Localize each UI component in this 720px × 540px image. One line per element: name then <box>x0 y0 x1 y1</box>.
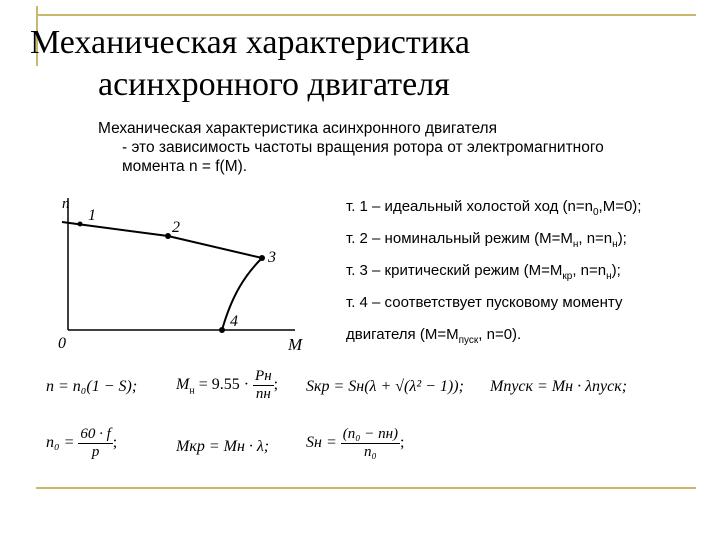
point-3-label: 3 <box>268 249 276 266</box>
slide-title <box>30 22 690 106</box>
bottom-decor-line <box>36 487 696 489</box>
point-2 <box>165 233 171 239</box>
note-point-2: т. 2 – номинальный режим ($M=M_н$, $n=n_н$); <box>346 230 627 250</box>
formula-rated-slip: Sн = $\frac{\text{(n₀ − nн)}}{\text{n₀}}$ ; <box>306 426 405 460</box>
note-point-1: т. 1 – идеальный холостой ход $(n=n_0,M=0)$; <box>346 198 642 218</box>
formula-rated-torque: $M_н = 9.55$ · $\frac{Pн}{nн}$ ; <box>176 368 279 402</box>
definition-rest: - это зависимость частоты вращения ротора от электромагнитного момента n = f(M). <box>122 139 604 175</box>
note-point-4-cont: двигателя ($M=M_{пуск}$, n=0). <box>346 326 522 346</box>
y-axis-label: n <box>62 196 70 212</box>
formulas-block <box>0 364 720 484</box>
top-decor-line <box>36 14 696 16</box>
formula-slip-speed: n = n₀(1 − S); <box>46 378 138 395</box>
definition-text <box>98 119 618 176</box>
x-axis-label: M <box>288 335 303 354</box>
points-notes <box>346 198 716 358</box>
characteristic-graph <box>50 190 320 360</box>
formula-critical-slip: Sкр = Sн(λ + √(λ² − 1)); <box>306 378 464 395</box>
origin-label: 0 <box>58 335 66 352</box>
title-line-1: Механическая характеристика <box>30 24 471 61</box>
formula-sync-speed: n₀ = $\frac{60 \cdot f}{p}$ ; <box>46 426 118 460</box>
formula-critical-torque: Mкр = Mн · λ; <box>176 438 270 455</box>
note-point-4: т. 4 – соответствует пусковому моменту <box>346 294 623 311</box>
point-1 <box>78 222 83 227</box>
point-1-label: 1 <box>88 207 96 224</box>
point-4-label: 4 <box>230 313 238 330</box>
formula-start-torque: Mпуск = Mн · λпуск; <box>490 378 628 395</box>
point-4 <box>219 327 225 333</box>
note-point-3: т. 3 – критический режим ($M=M_{кр}$, $n=n_н$); <box>346 262 621 282</box>
definition-line-1: Механическая характеристика асинхронного двигателя <box>98 120 497 137</box>
point-3 <box>259 255 265 261</box>
point-2-label: 2 <box>172 219 180 236</box>
title-line-2: асинхронного двигателя <box>98 66 450 103</box>
